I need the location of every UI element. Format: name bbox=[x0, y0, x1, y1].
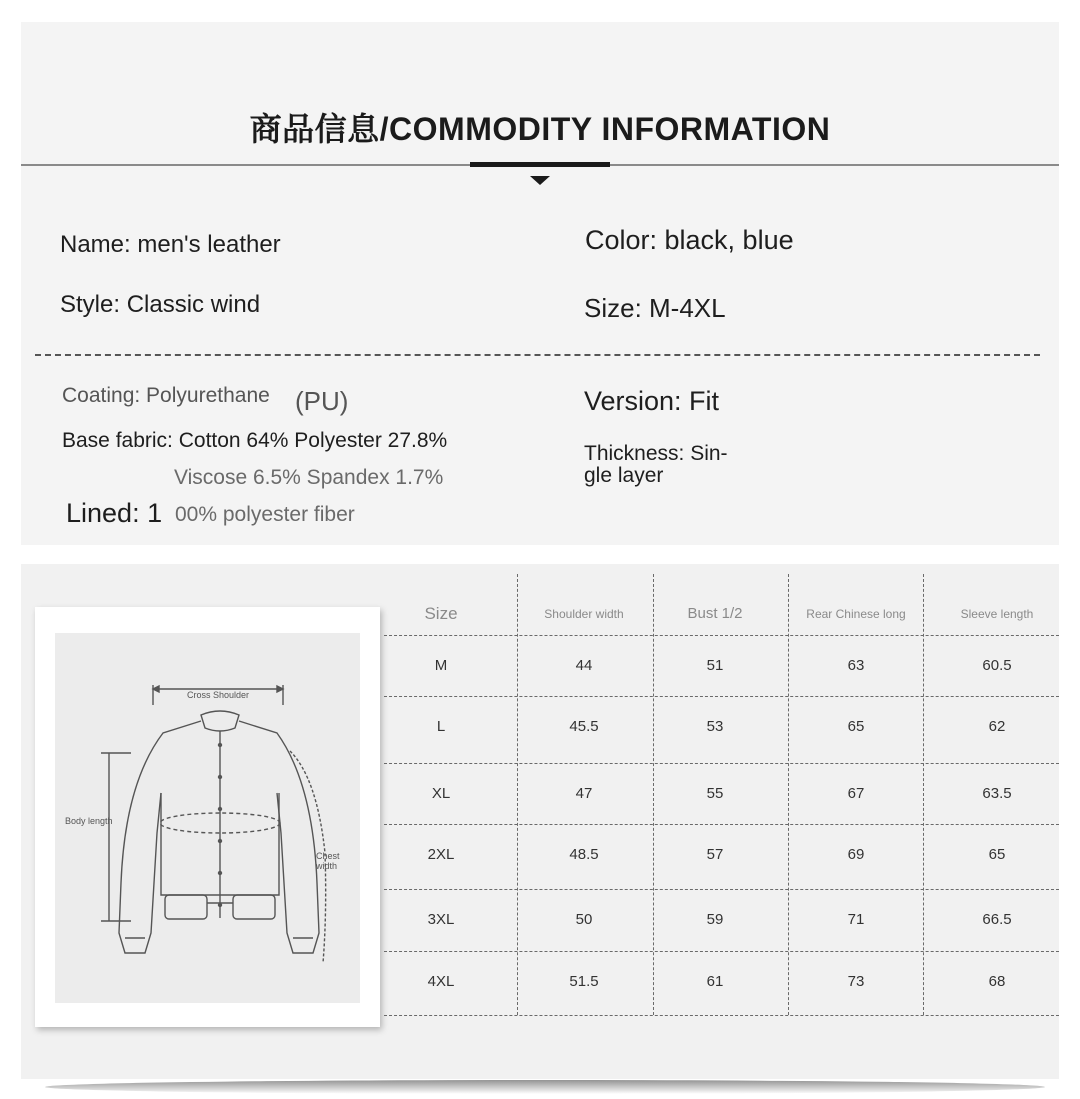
table-cell: 57 bbox=[706, 846, 724, 863]
chest-width-label: Chest width bbox=[316, 851, 340, 871]
panel-shadow bbox=[45, 1080, 1045, 1094]
info-lined-label: Lined: 1 bbox=[66, 498, 163, 528]
info-base-fabric-line2: Viscose 6.5% Spandex 1.7% bbox=[174, 466, 444, 489]
table-cell: 62 bbox=[988, 718, 1006, 735]
table-cell: 44 bbox=[575, 657, 593, 674]
info-coating-pu: (PU) bbox=[295, 386, 349, 416]
table-column-divider bbox=[788, 574, 789, 1015]
info-name: Name: men's leather bbox=[60, 231, 281, 258]
table-cell: 69 bbox=[847, 846, 865, 863]
info-thickness-line2: gle layer bbox=[584, 464, 664, 487]
info-size: Size: M-4XL bbox=[584, 293, 726, 323]
info-color: Color: black, blue bbox=[585, 225, 794, 255]
down-arrow-icon bbox=[530, 176, 550, 185]
body-length-label: Body length bbox=[65, 816, 113, 826]
table-cell: 61 bbox=[706, 973, 724, 990]
table-cell: 53 bbox=[706, 718, 724, 735]
table-cell: 60.5 bbox=[982, 657, 1012, 674]
info-style: Style: Classic wind bbox=[60, 291, 261, 318]
jacket-diagram bbox=[55, 633, 360, 1003]
info-version: Version: Fit bbox=[584, 386, 720, 416]
table-cell: 45.5 bbox=[569, 718, 599, 735]
table-cell: 71 bbox=[847, 911, 865, 928]
size-table bbox=[384, 572, 1059, 1017]
table-cell: 51.5 bbox=[569, 973, 599, 990]
table-header-rear-chinese-long: Rear Chinese long bbox=[806, 607, 906, 621]
table-column-divider bbox=[517, 574, 518, 1015]
table-cell: 65 bbox=[988, 846, 1006, 863]
table-cell: 67 bbox=[847, 785, 865, 802]
info-thickness bbox=[584, 443, 728, 487]
section-divider bbox=[35, 354, 1040, 356]
info-base-fabric-line1: Base fabric: Cotton 64% Polyester 27.8% bbox=[62, 429, 448, 452]
table-cell: 51 bbox=[706, 657, 724, 674]
table-cell: 65 bbox=[847, 718, 865, 735]
table-cell-size: 2XL bbox=[427, 846, 455, 863]
table-cell-size: 4XL bbox=[427, 973, 455, 990]
table-header-size: Size bbox=[424, 604, 458, 623]
table-cell-size: M bbox=[434, 657, 448, 674]
table-header-bust-half: Bust 1/2 bbox=[687, 605, 743, 622]
table-cell: 66.5 bbox=[982, 911, 1012, 928]
info-thickness-line1: Thickness: Sin- bbox=[584, 442, 728, 465]
table-cell: 50 bbox=[575, 911, 593, 928]
table-cell: 63.5 bbox=[982, 785, 1012, 802]
table-column-divider bbox=[653, 574, 654, 1015]
info-coating: Coating: Polyurethane bbox=[62, 384, 270, 407]
table-column-divider bbox=[923, 574, 924, 1015]
table-cell: 59 bbox=[706, 911, 724, 928]
table-cell: 73 bbox=[847, 973, 865, 990]
title-divider-accent bbox=[470, 162, 610, 167]
page-title: 商品信息/COMMODITY INFORMATION bbox=[249, 111, 831, 147]
table-header-shoulder-width: Shoulder width bbox=[544, 607, 624, 621]
cross-shoulder-label: Cross Shoulder bbox=[187, 690, 250, 700]
table-cell: 55 bbox=[706, 785, 724, 802]
table-row-divider bbox=[384, 1015, 1059, 1016]
table-cell: 48.5 bbox=[569, 846, 599, 863]
table-cell-size: L bbox=[436, 718, 446, 735]
info-lined-value: 00% polyester fiber bbox=[175, 503, 355, 526]
table-cell-size: XL bbox=[431, 785, 451, 802]
table-cell: 47 bbox=[575, 785, 593, 802]
table-cell: 63 bbox=[847, 657, 865, 674]
table-cell-size: 3XL bbox=[427, 911, 455, 928]
table-cell: 68 bbox=[988, 973, 1006, 990]
table-header-sleeve-length: Sleeve length bbox=[960, 607, 1034, 621]
